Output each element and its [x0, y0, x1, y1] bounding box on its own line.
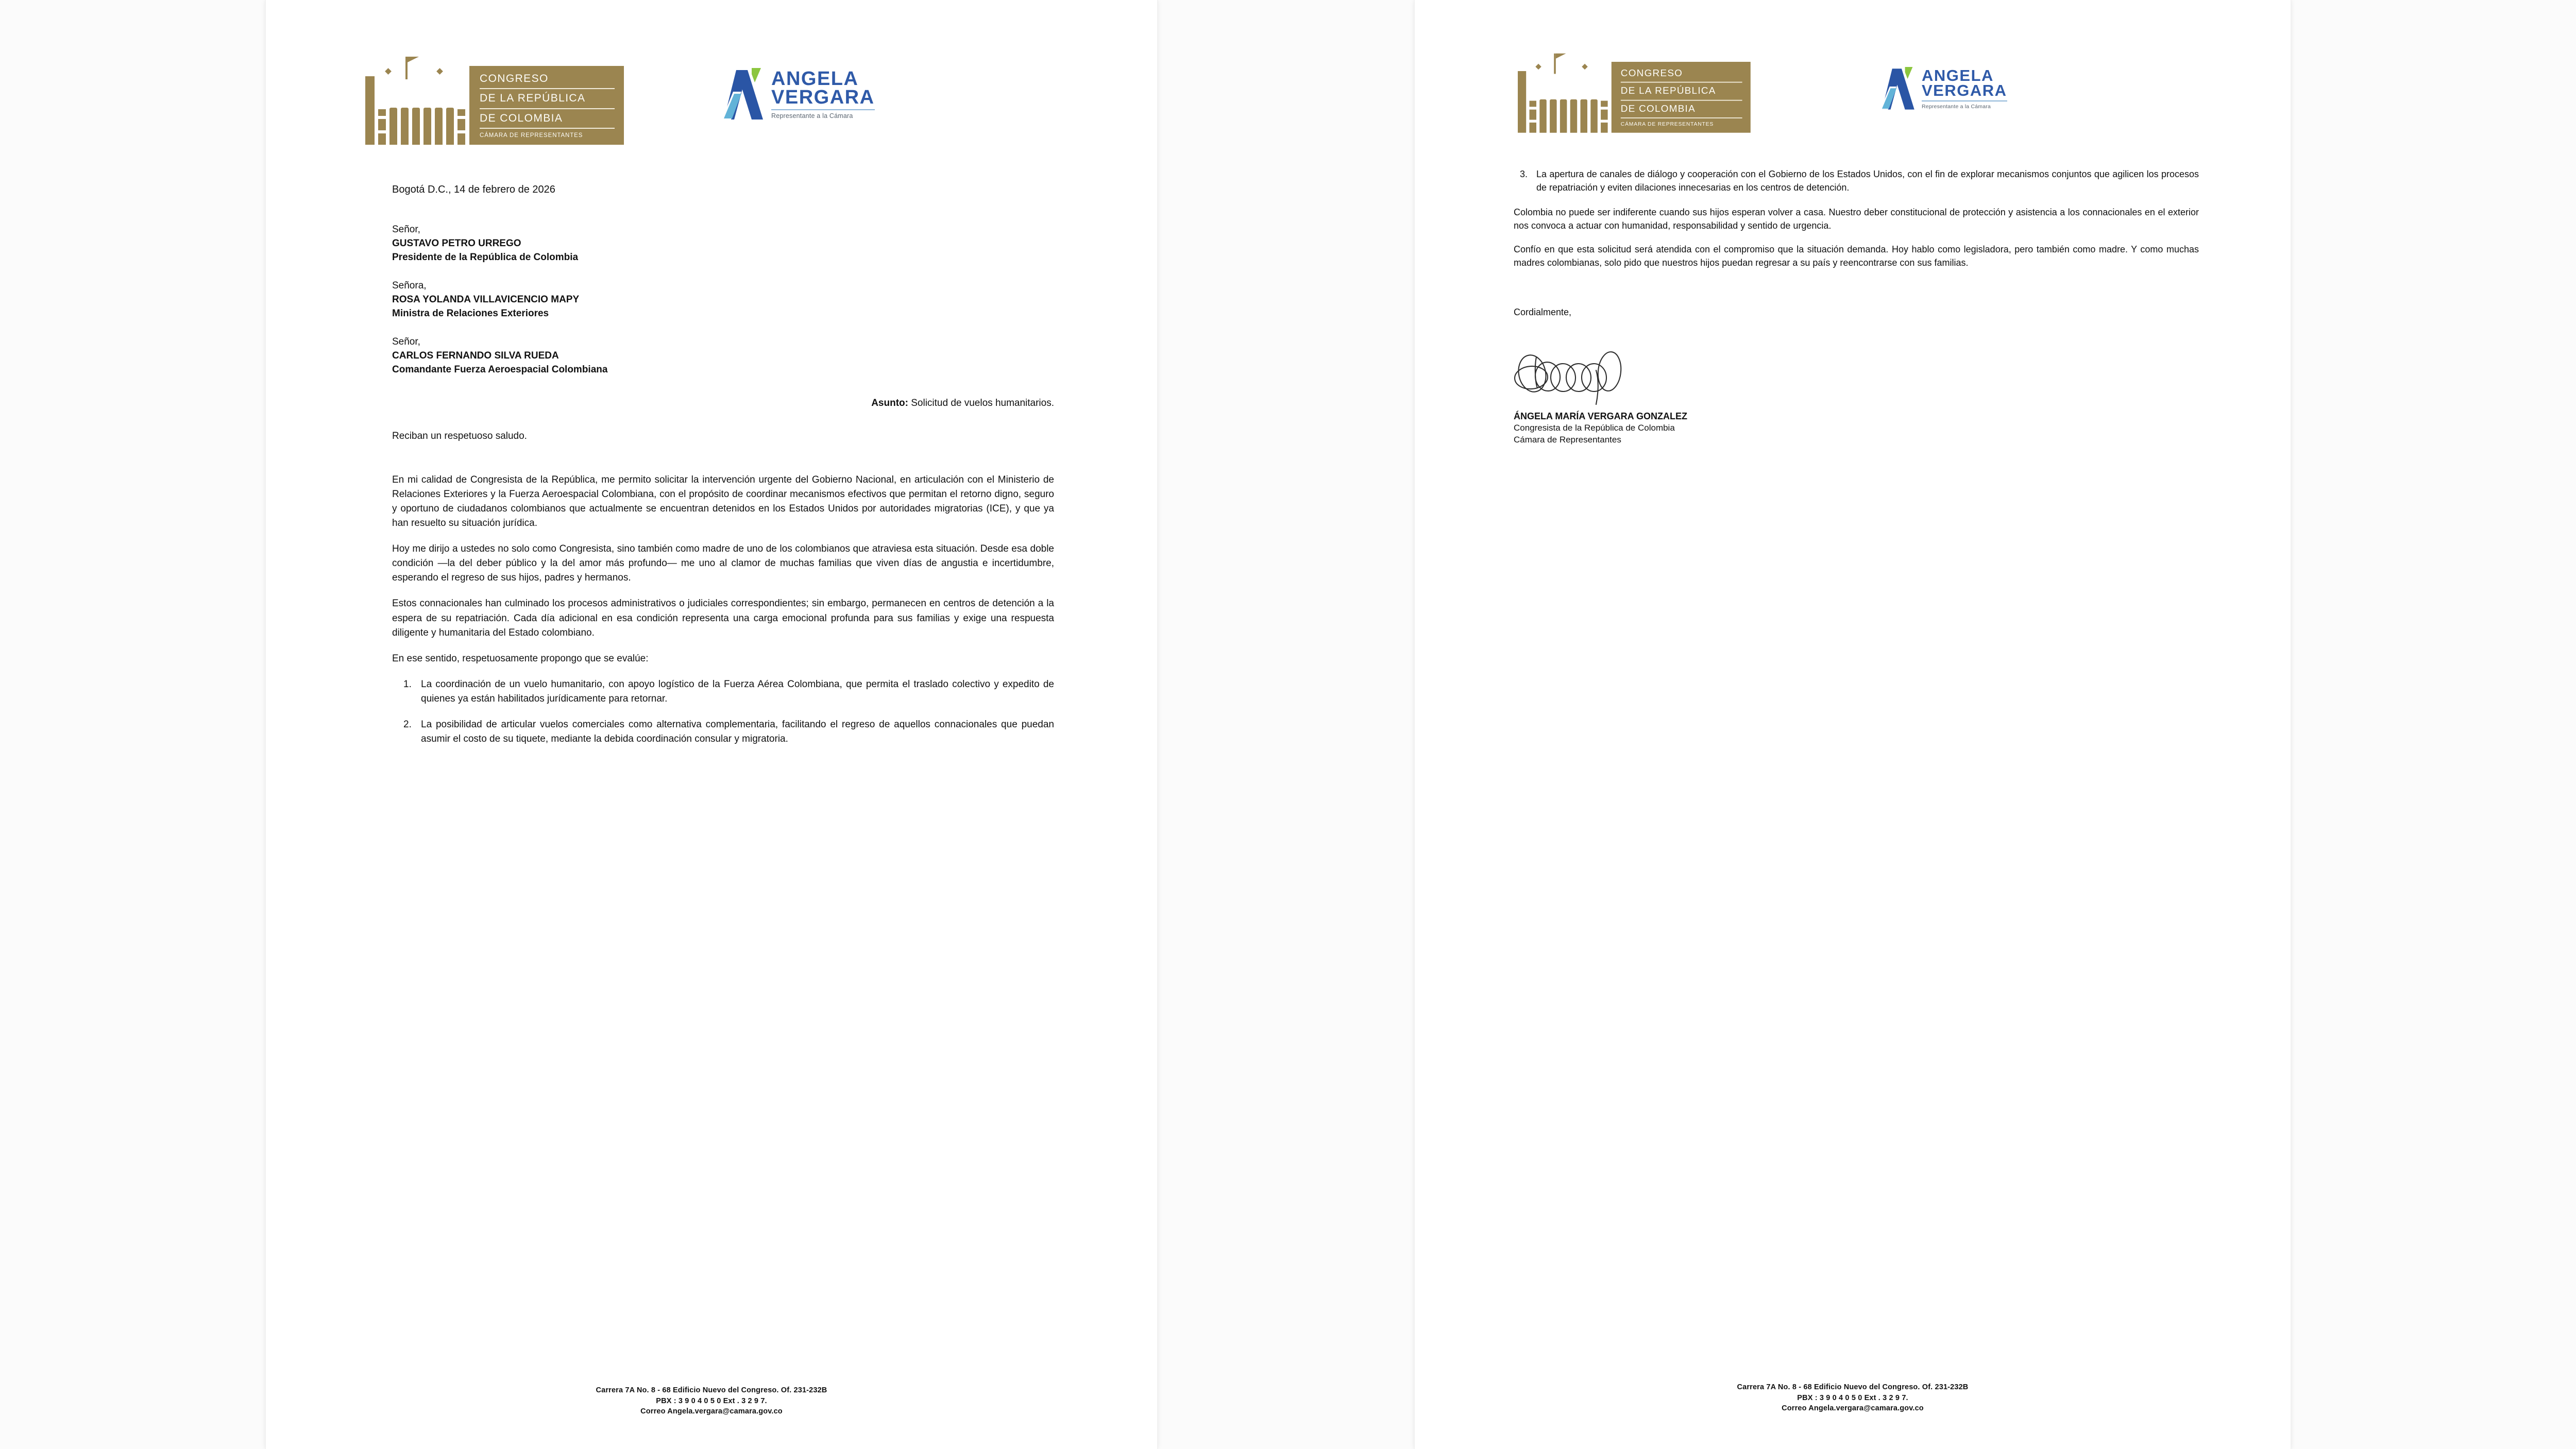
signer-name: ÁNGELA MARÍA VERGARA GONZALEZ: [1514, 411, 1687, 421]
footer-address: Carrera 7A No. 8 - 68 Edificio Nuevo del Congreso. Of. 231-232B: [596, 1386, 827, 1395]
paragraph: Colombia no puede ser indiferente cuando sus hijos esperan volver a casa. Nuestro deber constitucional de protección y asistencia a los connacionales en el exterior nos convoca a actuar con humanidad, responsabilidad y sentido de urgencia.: [1514, 207, 2199, 231]
footer-email: Correo Angela.vergara@camara.gov.co: [640, 1407, 783, 1416]
congreso-subtitle: CÁMARA DE REPRESENTANTES: [1620, 121, 1714, 127]
congreso-line-3: DE COLOMBIA: [1620, 103, 1696, 114]
divider: [480, 108, 615, 109]
addressee-role: Comandante Fuerza Aeroespacial Colombiana: [392, 364, 608, 375]
congreso-subtitle: CÁMARA DE REPRESENTANTES: [480, 132, 583, 139]
footer-email: Correo Angela.vergara@camara.gov.co: [1782, 1404, 1924, 1413]
divider: [480, 88, 615, 89]
addressee-1: [392, 223, 1054, 265]
addressee-salutation: Señora,: [392, 280, 427, 291]
addressee-role: Ministra de Relaciones Exteriores: [392, 308, 549, 319]
letterhead: [266, 66, 1157, 145]
proposal-list-continued: [1514, 167, 2199, 194]
congreso-de-la-republica-logo: [1518, 62, 1751, 132]
congress-columns-icon: [365, 66, 465, 145]
angela-vergara-line-1: ANGELA: [771, 68, 859, 90]
divider: [1922, 100, 2007, 101]
angela-vergara-a-mark-icon: [1879, 67, 1919, 111]
congreso-line-2: DE LA REPÚBLICA: [480, 92, 586, 105]
congreso-line-1: CONGRESO: [1620, 67, 1683, 79]
page-1-body: [392, 183, 1054, 758]
closing-salutation: Cordialmente,: [1514, 306, 1572, 317]
divider: [771, 109, 875, 110]
paragraph: Confío en que esta solicitud será atendida con el compromiso que la situación demanda. Hoy hablo como legisladora, pero también como madre. Y como muchas madres colombianas, solo pido que nuestros hijos puedan regresar a su país y reencontrarse con sus familias.: [1514, 244, 2199, 268]
addressee-name: ROSA YOLANDA VILLAVICENCIO MAPY: [392, 294, 580, 305]
congreso-line-2: DE LA REPÚBLICA: [1620, 86, 1716, 96]
page-2-body: [1514, 167, 2199, 446]
signature-image: [1514, 333, 2199, 411]
document-page-1: [266, 0, 1157, 1449]
addressee-salutation: Señor,: [392, 336, 420, 347]
angela-vergara-logo: [721, 68, 875, 122]
angela-vergara-logo: [1879, 67, 2007, 111]
proposal-list: [392, 677, 1054, 746]
angela-vergara-line-2: VERGARA: [1922, 81, 2007, 99]
angela-vergara-a-mark-icon: [721, 68, 768, 122]
angela-vergara-line-2: VERGARA: [771, 86, 875, 108]
addressee-salutation: Señor,: [392, 224, 420, 235]
addressee-name: GUSTAVO PETRO URREGO: [392, 237, 521, 249]
paragraph: Hoy me dirijo a ustedes no solo como Congresista, sino también como madre de uno de los colombianos que atraviesa esta situación. Desde esa doble condición —la del deber público y la del amor más profundo— me uno al clamor de muchas familias que viven días de angustia e incertidumbre, esperando el regreso de sus hijos, padres y hermanos.: [392, 543, 1054, 584]
subject-text: Solicitud de vuelos humanitarios.: [908, 397, 1054, 408]
addressee-name: CARLOS FERNANDO SILVA RUEDA: [392, 350, 559, 361]
list-item: La coordinación de un vuelo humanitario, con apoyo logístico de la Fuerza Aérea Colombiana, que permita el traslado colectivo y expedito de quienes ya están habilitados jurídicamente para retornar.: [421, 678, 1054, 705]
page-footer: [266, 1385, 1157, 1417]
angela-vergara-tagline: Representante a la Cámara: [1922, 104, 1991, 110]
divider: [480, 128, 615, 129]
letterhead: [1415, 62, 2291, 141]
document-page-2: [1415, 0, 2291, 1449]
page-footer: [1415, 1382, 2291, 1414]
congreso-logo-plate: [1612, 62, 1751, 132]
congreso-de-la-republica-logo: [365, 66, 624, 145]
divider: [1621, 117, 1742, 118]
paragraph: En mi calidad de Congresista de la República, me permito solicitar la intervención urgente del Gobierno Nacional, en articulación con el Ministerio de Relaciones Exteriores y la Fuerza Aeroespacial Colombiana, con el propósito de coordinar mecanismos efectivos que permitan el retorno digno, seguro y oportuno de ciudadanos colombianos que actualmente se encuentran detenidos en los Estados Unidos por autoridades migratorias (ICE), y que ya han resuelto su situación jurídica.: [392, 474, 1054, 529]
congreso-line-1: CONGRESO: [480, 73, 549, 84]
greeting: Reciban un respetuoso saludo.: [392, 430, 527, 441]
list-item: La apertura de canales de diálogo y cooperación con el Gobierno de los Estados Unidos, con el fin de explorar mecanismos conjuntos que agilicen los procesos de repatriación y eviten dilaciones innecesarias en los centros de detención.: [1536, 169, 2199, 193]
angela-vergara-wordmark: [771, 70, 875, 120]
addressee-3: [392, 335, 1054, 377]
angela-vergara-tagline: Representante a la Cámara: [771, 112, 853, 120]
angela-vergara-wordmark: [1922, 66, 2007, 110]
letter-date: Bogotá D.C., 14 de febrero de 2026: [392, 184, 555, 195]
footer-phone: PBX : 3 9 0 4 0 5 0 Ext . 3 2 9 7.: [1797, 1393, 1908, 1402]
addressee-2: [392, 279, 1054, 321]
divider: [1621, 99, 1742, 100]
subject-label: Asunto:: [871, 397, 908, 408]
subject-line: [392, 398, 1054, 409]
paragraph: En ese sentido, respetuosamente propongo que se evalúe:: [392, 653, 649, 664]
signer-role-1: Congresista de la República de Colombia: [1514, 422, 1675, 433]
footer-phone: PBX : 3 9 0 4 0 5 0 Ext . 3 2 9 7.: [656, 1396, 767, 1405]
footer-address: Carrera 7A No. 8 - 68 Edificio Nuevo del Congreso. Of. 231-232B: [1737, 1383, 1969, 1392]
congreso-line-3: DE COLOMBIA: [480, 112, 563, 124]
paragraph: Estos connacionales han culminado los procesos administrativos o judiciales correspondientes; sin embargo, permanecen en centros de detención a la espera de su repatriación. Cada día adicional en esa condición representa una carga emocional profunda para sus familias y exige una respuesta diligente y humanitaria del Estado colombiano.: [392, 598, 1054, 638]
congress-columns-icon: [1518, 62, 1608, 132]
angela-vergara-line-1: ANGELA: [1922, 66, 1994, 84]
signer-role-2: Cámara de Representantes: [1514, 434, 1621, 445]
list-item: La posibilidad de articular vuelos comerciales como alternativa complementaria, facilitando el regreso de aquellos connacionales que puedan asumir el costo de su tiquete, mediante la debida coordinación consular y migratoria.: [421, 719, 1054, 745]
congreso-logo-plate: [469, 66, 624, 145]
divider: [1621, 82, 1742, 83]
addressee-role: Presidente de la República de Colombia: [392, 251, 579, 263]
